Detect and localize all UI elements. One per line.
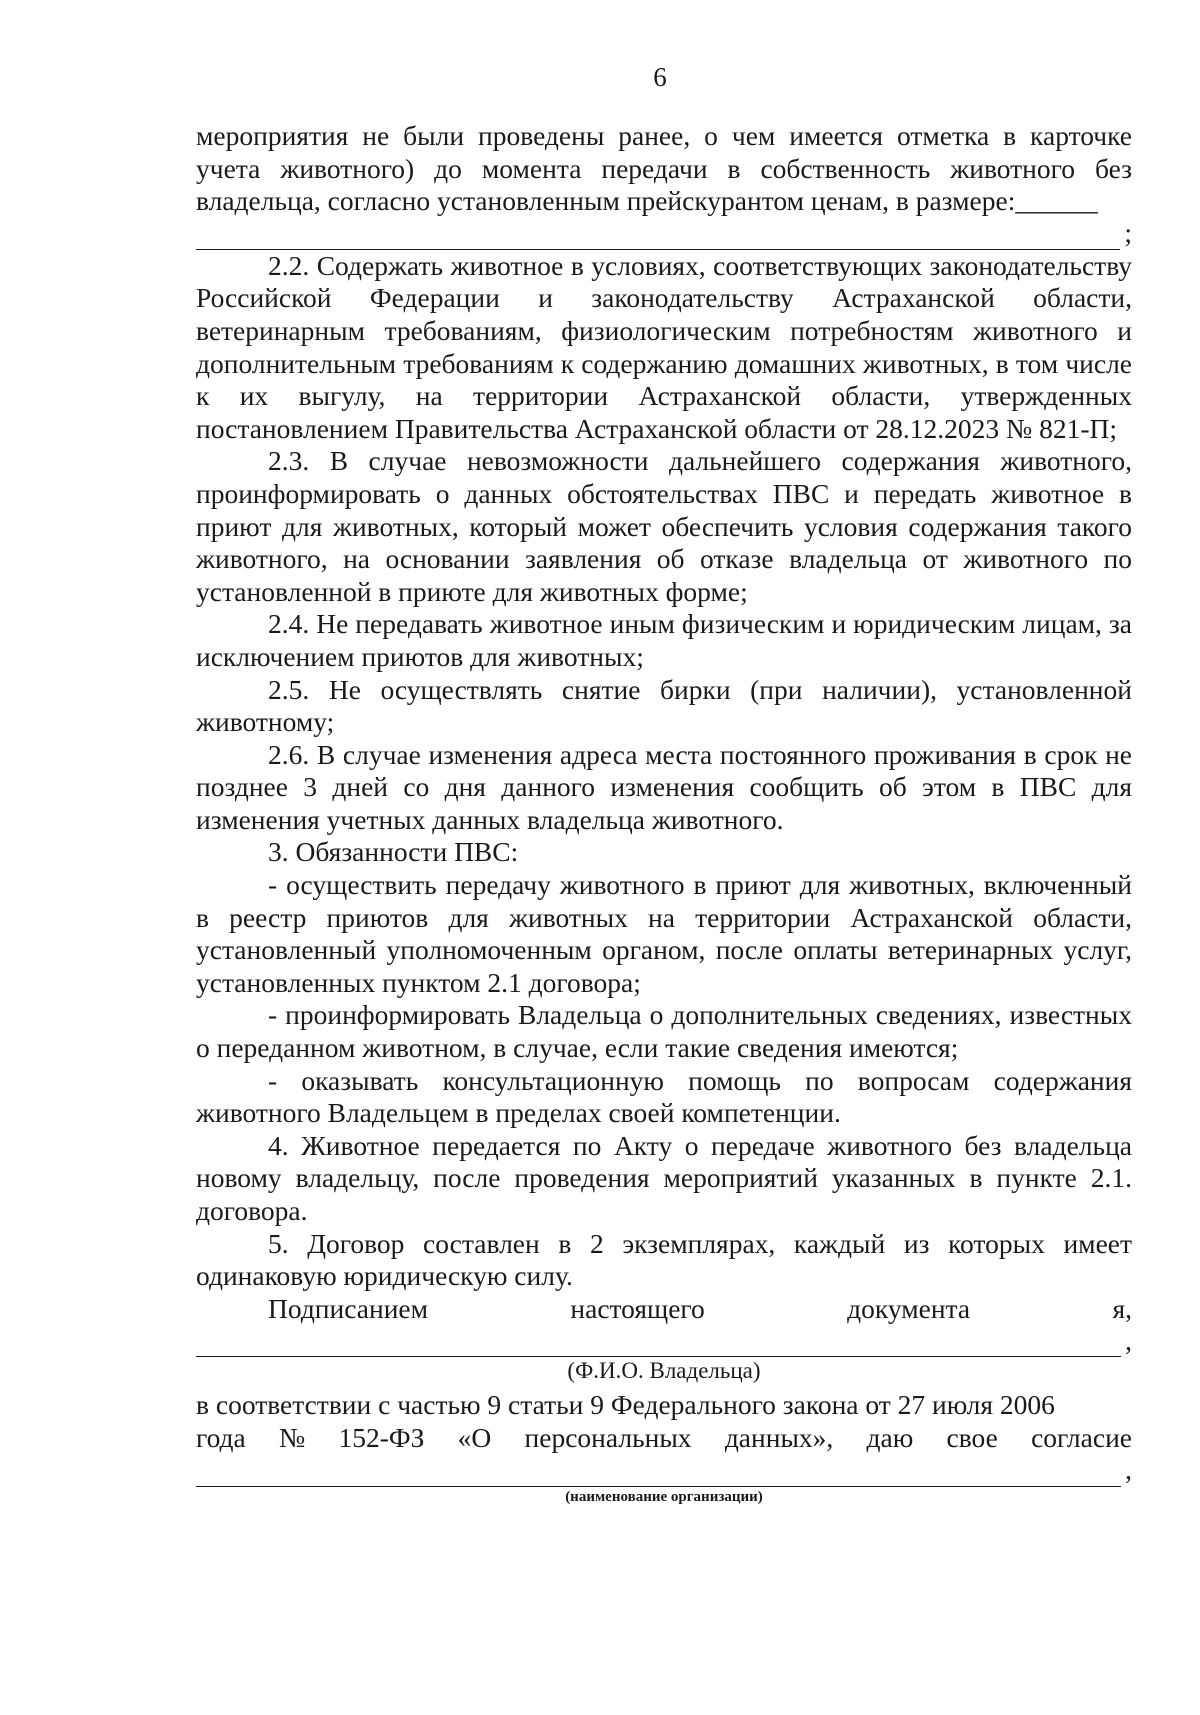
consent-word: «О [457,1421,492,1453]
consent-word: персональных [524,1421,692,1453]
organization-caption: (наименование организации) [565,1488,763,1505]
consent-word: свое [946,1421,998,1453]
clause-4: 4. Животное передается по Акту о передаче животного без владельца новому владельцу, после проведения мероприятий указанных в пункте 2.1. договора. [196,1129,1132,1226]
consent-word-3: документа [847,1292,971,1324]
consent-text-line-2 [196,1422,1132,1455]
consent-word: 152-ФЗ [338,1421,425,1453]
clause-2-5: 2.5. Не осуществлять снятие бирки (при наличии), установленной животному; [196,673,1132,738]
owner-name-caption: (Ф.И.О. Владельца) [567,1358,761,1384]
clause-3-item-transfer: - осуществить передачу животного в приют для животных, включенный в реестр приютов для животных на территории Астраханской области, установленный уполномоченным органом, после оплаты ветеринарных услуг, установленных пунктом 2.1 договора; [196,869,1132,998]
owner-name-underline [196,1334,1121,1357]
clause-3-item-inform: - проинформировать Владельца о дополнительных сведениях, известных о переданном животном, в случае, если такие сведения имеются; [196,999,1132,1064]
consent-word: даю [866,1421,914,1453]
comma: , [1125,1324,1132,1356]
consent-word-1: Подписанием [268,1292,429,1324]
blank-underline [196,227,1120,250]
clause-5: 5. Договор составлен в 2 экземплярах, каждый из которых имеет одинаковую юридическую силу. [196,1227,1132,1292]
comma: , [1125,1453,1132,1485]
owner-name-fill-line [196,1325,1132,1357]
organization-underline [196,1464,1121,1487]
consent-word-2: настоящего [570,1292,705,1324]
consent-text-line-1: в соответствии с частью 9 статьи 9 Федерального закона от 27 июля 2006 [196,1389,1055,1421]
consent-word: данных», [724,1421,834,1453]
consent-word: согласие [1031,1421,1132,1453]
clause-2-3: 2.3. В случае невозможности дальнейшего содержания животного, проинформировать о данных обстоятельствах ПВС и передать животное в приют для животных, который может обеспечить условия содержания такого животного, на основании заявления об отказе владельца от животного по установленной в приюте для животных форме; [196,445,1132,607]
consent-word: № [279,1421,306,1453]
consent-word: года [196,1421,246,1453]
clause-3-heading: 3. Обязанности ПВС: [268,836,519,868]
clause-2-4: 2.4. Не передавать животное иным физическим и юридическим лицам, за исключением приютов для животных; [196,608,1132,672]
page-number: 6 [653,62,667,92]
intro-paragraph: мероприятия не были проведены ранее, о чем имеется отметка в карточке учета животного) до момента передачи в собственность животного без владельца, согласно установленным прейскурантом ценам, в размере:______ [196,120,1132,217]
price-fill-line [196,218,1132,250]
document-body [196,120,1132,1507]
consent-word-4: я, [1112,1292,1132,1324]
clause-2-2: 2.2. Содержать животное в условиях, соответствующих законодательству Российской Федерации и законодательству Астраханской области, ветеринарным требованиям, физиологическим потребностям животного и дополнительным требованиям к содержанию домашних животных, в том числе к их выгулу, на территории Астраханской области, утвержденных постановлением Правительства Астраханской области от 28.12.2023 № 821-П; [196,249,1132,444]
semicolon: ; [1124,217,1132,249]
organization-fill-line [196,1455,1132,1487]
consent-intro-line [196,1293,1132,1326]
clause-3-item-consult: - оказывать консультационную помощь по вопросам содержания животного Владельцем в пределах своей компетенции. [196,1064,1132,1129]
clause-2-6: 2.6. В случае изменения адреса места постоянного проживания в срок не позднее 3 дней со дня данного изменения сообщить об этом в ПВС для изменения учетных данных владельца животного. [196,738,1132,835]
